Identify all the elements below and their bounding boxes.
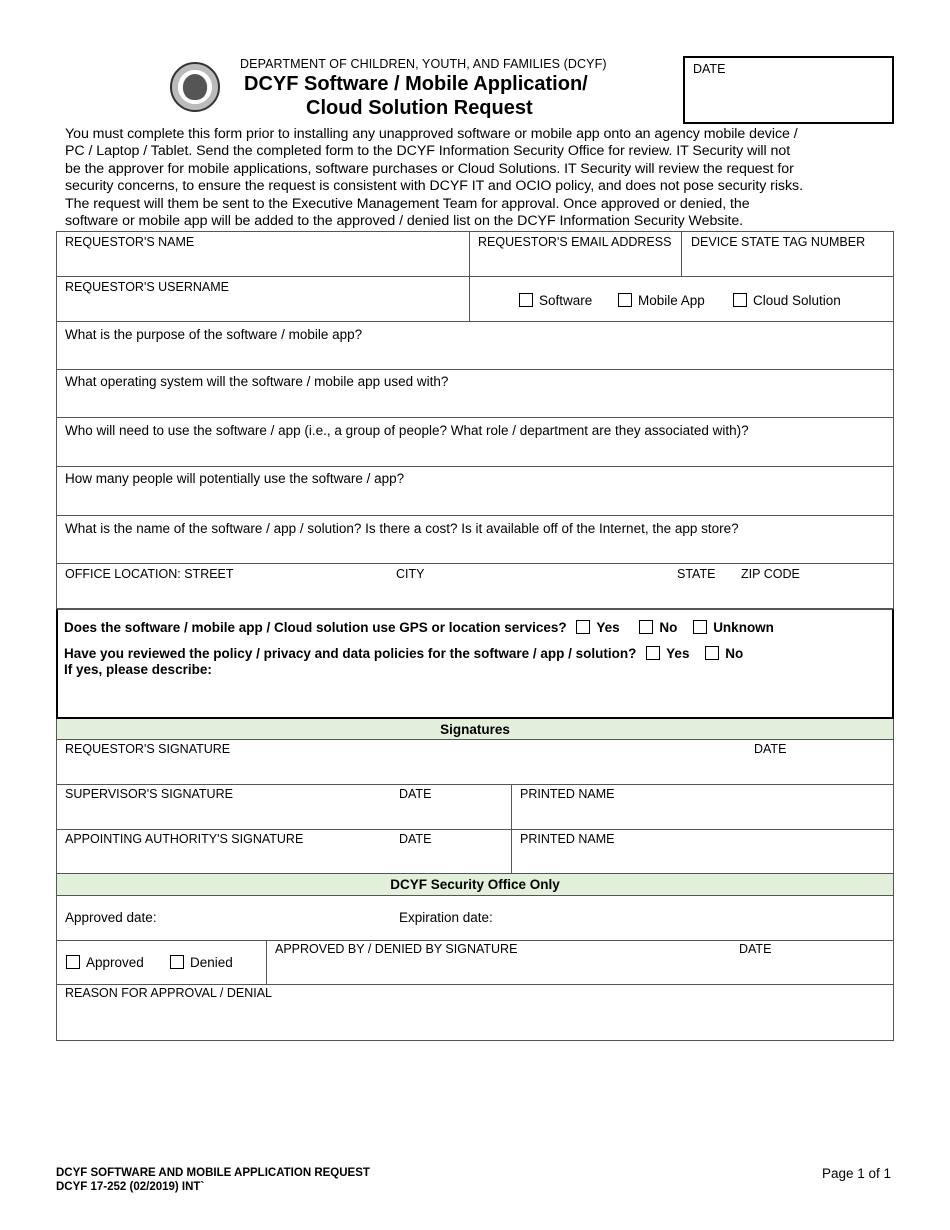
denied-option[interactable]: Denied (170, 955, 233, 970)
name-cost-question: What is the name of the software / app / solution? Is there a cost? Is it available off of the Internet, the app store? (65, 521, 739, 536)
requestor-email-label: REQUESTOR'S EMAIL ADDRESS (478, 235, 672, 249)
requestor-username-field[interactable] (57, 277, 470, 321)
signatures-heading: Signatures (56, 719, 894, 740)
checkbox-software[interactable] (519, 293, 533, 307)
user-count-question: How many people will potentially use the software / app? (65, 471, 405, 486)
requestor-email-field[interactable] (469, 232, 681, 276)
department-name: DEPARTMENT OF CHILDREN, YOUTH, AND FAMILIES (DCYF) (240, 57, 607, 71)
requestor-name-field[interactable] (57, 232, 470, 276)
state-seal-icon (170, 62, 220, 112)
instructions (65, 126, 895, 230)
reason-field[interactable] (56, 985, 894, 1041)
gps-policy-section (56, 609, 894, 719)
supervisor-signature-field[interactable] (57, 785, 511, 829)
instructions-line: software or mobile app will be added to the approved / denied list on the DCYF Information Security Website. (65, 213, 744, 230)
request-form (56, 231, 894, 1041)
checkbox-approved[interactable] (66, 955, 80, 969)
appointing-date-label: DATE (399, 832, 432, 846)
appointing-printed-name-label: PRINTED NAME (520, 832, 615, 846)
instructions-line: You must complete this form prior to installing any unapproved software or mobile app onto an agency mobile device / (65, 126, 798, 142)
header-date-label: DATE (693, 62, 726, 76)
form-title-line2: Cloud Solution Request (306, 97, 533, 119)
os-field[interactable] (56, 370, 894, 418)
expiration-date-label: Expiration date: (399, 910, 493, 925)
purpose-question: What is the purpose of the software / mobile app? (65, 327, 363, 342)
requestor-signature-date-label: DATE (754, 742, 787, 756)
security-office-heading: DCYF Security Office Only (56, 874, 894, 896)
approved-by-signature-field[interactable] (266, 941, 893, 984)
footer-form-title: DCYF SOFTWARE AND MOBILE APPLICATION REQUEST (56, 1167, 370, 1179)
checkbox-gps-no[interactable] (639, 620, 653, 634)
request-type-group (469, 277, 893, 321)
approval-dates-row[interactable] (56, 896, 894, 941)
form-title-line1: DCYF Software / Mobile Application/ (244, 73, 588, 95)
state-label: STATE (677, 567, 716, 581)
supervisor-printed-name-field[interactable] (511, 785, 893, 829)
policy-describe-label: If yes, please describe: (64, 662, 212, 677)
form-header (0, 0, 950, 125)
requestor-info-row (56, 231, 894, 277)
instructions-line: be the approver for mobile applications, software purchases or Cloud Solutions. IT Security will review the request for (65, 160, 794, 177)
instructions-line: PC / Laptop / Tablet. Send the completed form to the DCYF Information Security Office for review. IT Security will not (65, 143, 791, 160)
type-mobile-app-option[interactable]: Mobile App (618, 293, 705, 308)
checkbox-cloud-solution[interactable] (733, 293, 747, 307)
approved-option[interactable]: Approved (66, 955, 144, 970)
requestor-username-label: REQUESTOR'S USERNAME (65, 280, 229, 294)
requestor-signature-row[interactable] (56, 740, 894, 785)
footer-form-number: DCYF 17-252 (02/2019) INT` (56, 1181, 205, 1193)
users-question: Who will need to use the software / app (i.e., a group of people? What role / department are they associated with)? (65, 423, 749, 438)
device-tag-field[interactable] (681, 232, 893, 276)
decision-group (57, 941, 267, 984)
device-tag-label: DEVICE STATE TAG NUMBER (691, 235, 866, 249)
approved-date-label: Approved date: (65, 910, 157, 925)
instructions-line: security concerns, to ensure the request is consistent with DCYF IT and OCIO policy, and does not pose security risks. (65, 178, 803, 195)
os-question: What operating system will the software / mobile app used with? (65, 374, 449, 389)
appointing-signature-label: APPOINTING AUTHORITY'S SIGNATURE (65, 832, 304, 846)
approved-by-label: APPROVED BY / DENIED BY SIGNATURE (275, 942, 518, 956)
supervisor-signature-label: SUPERVISOR'S SIGNATURE (65, 787, 233, 801)
header-date-field[interactable] (683, 56, 894, 124)
requestor-name-label: REQUESTOR'S NAME (65, 235, 195, 249)
checkbox-mobile-app[interactable] (618, 293, 632, 307)
approved-by-date-label: DATE (739, 942, 772, 956)
type-software-option[interactable]: Software (519, 293, 592, 308)
instructions-line: The request will them be sent to the Executive Management Team for approval. Once approved or denied, the (65, 195, 750, 212)
username-type-row (56, 277, 894, 322)
reason-label: REASON FOR APPROVAL / DENIAL (65, 986, 273, 1000)
appointing-signature-row (56, 830, 894, 874)
street-label: OFFICE LOCATION: STREET (65, 567, 234, 581)
users-field[interactable] (56, 418, 894, 467)
purpose-field[interactable] (56, 322, 894, 370)
checkbox-policy-no[interactable] (705, 646, 719, 660)
gps-question: Does the software / mobile app / Cloud solution use GPS or location services? Yes No Unknown (64, 620, 774, 635)
zip-label: ZIP CODE (741, 567, 800, 581)
checkbox-policy-yes[interactable] (646, 646, 660, 660)
approval-decision-row (56, 941, 894, 985)
office-location-row[interactable] (56, 564, 894, 609)
policy-question: Have you reviewed the policy / privacy and data policies for the software / app / solution? Yes No (64, 646, 744, 661)
checkbox-denied[interactable] (170, 955, 184, 969)
requestor-signature-label: REQUESTOR'S SIGNATURE (65, 742, 231, 756)
appointing-signature-field[interactable] (57, 830, 511, 873)
supervisor-signature-row (56, 785, 894, 830)
page-number: Page 1 of 1 (822, 1166, 892, 1181)
user-count-field[interactable] (56, 467, 894, 516)
checkbox-gps-unknown[interactable] (693, 620, 707, 634)
type-cloud-option[interactable]: Cloud Solution (733, 293, 841, 308)
appointing-printed-name-field[interactable] (511, 830, 893, 873)
city-label: CITY (396, 567, 425, 581)
name-cost-field[interactable] (56, 516, 894, 564)
supervisor-printed-name-label: PRINTED NAME (520, 787, 615, 801)
checkbox-gps-yes[interactable] (576, 620, 590, 634)
supervisor-date-label: DATE (399, 787, 432, 801)
